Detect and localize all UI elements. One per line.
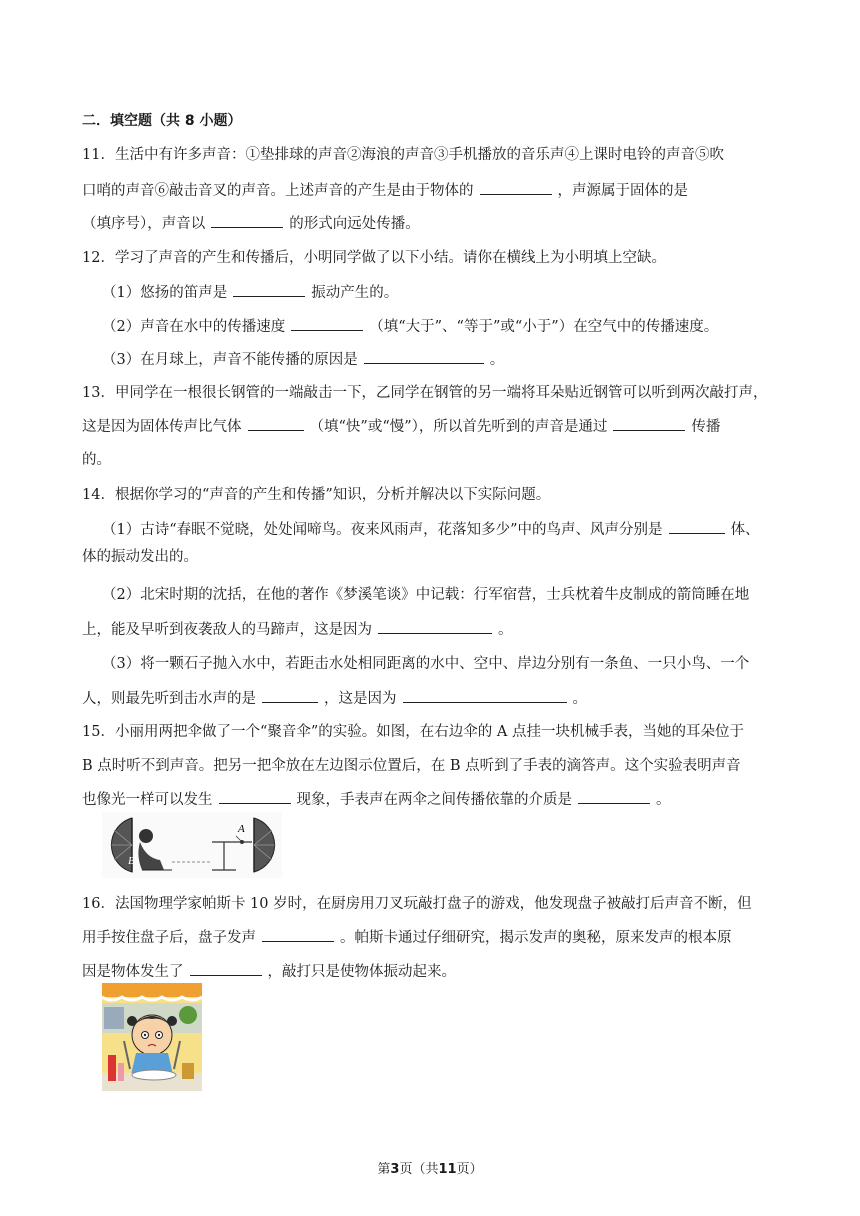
q14-text: 人，则最先听到击水声的是	[82, 691, 256, 707]
q16-line3	[82, 961, 780, 982]
answer-blank[interactable]	[190, 961, 262, 976]
answer-blank[interactable]	[219, 789, 291, 804]
footer-text: 页（共	[399, 1162, 439, 1177]
q16-text: 用手按住盘子后，盘子发声	[82, 930, 256, 946]
q13-text: 这是因为固体传声比气体	[82, 419, 242, 435]
umbrella-experiment-figure	[102, 812, 282, 878]
q13-line1: 13．甲同学在一根很长钢管的一端敲击一下，乙同学在钢管的另一端将耳朵贴近钢管可以听到两次敲打声，	[82, 385, 768, 401]
answer-blank[interactable]	[248, 416, 304, 431]
q14-text: ，这是因为	[324, 691, 397, 707]
q13-line3: 的。	[82, 452, 111, 468]
q11-text: ，声源属于固体的是	[557, 183, 688, 199]
answer-blank[interactable]	[669, 519, 725, 534]
q11-line1: 11．生活中有许多声音：①垫排球的声音②海浪的声音③手机播放的音乐声④上课时电铃的声音⑤吹	[82, 147, 724, 163]
q12-sub3	[102, 349, 780, 370]
answer-blank[interactable]	[613, 416, 685, 431]
q14-text: 体、	[730, 522, 760, 538]
q16-line1: 16．法国物理学家帕斯卡 10 岁时，在厨房用刀叉玩敲打盘子的游戏，他发现盘子被敲打后声音不断，但	[82, 896, 752, 912]
footer-text: 第	[377, 1162, 391, 1177]
q16-text: 因是物体发生了	[82, 964, 184, 980]
answer-blank[interactable]	[262, 688, 318, 703]
q15-line3	[82, 789, 780, 810]
q13-text: （填“快”或“慢”），所以首先听到的声音是通过	[309, 419, 608, 435]
q14-text: 。	[498, 622, 513, 638]
q11-line3	[82, 213, 780, 234]
q14-sub2-cont	[82, 619, 780, 640]
figure-label-a: A	[238, 823, 245, 835]
q14-sub3-cont	[82, 688, 780, 709]
answer-blank[interactable]	[233, 282, 305, 297]
q14-text: 。	[572, 691, 587, 707]
q14-sub1-cont: 体的振动发出的。	[82, 549, 198, 565]
q15-line1: 15．小丽用两把伞做了一个“聚音伞”的实验。如图，在右边伞的 A 点挂一块机械手表，当她的耳朵位于	[82, 724, 744, 740]
q15-line2: B 点时听不到声音。把另一把伞放在左边图示位置后，在 B 点听到了手表的滴答声。这个实验表明声音	[82, 758, 741, 774]
answer-blank[interactable]	[364, 349, 484, 364]
q12-line1: 12．学习了声音的产生和传播后，小明同学做了以下小结。请你在横线上为小明填上空缺。	[82, 250, 666, 266]
answer-blank[interactable]	[403, 688, 567, 703]
q14-sub3: （3）将一颗石子抛入水中，若距击水处相同距离的水中、空中、岸边分别有一条鱼、一只小鸟、一个	[102, 656, 750, 672]
q12-text: 。	[489, 352, 505, 368]
answer-blank[interactable]	[291, 316, 363, 331]
answer-blank[interactable]	[378, 619, 492, 634]
q12-text: （3）在月球上，声音不能传播的原因是	[102, 352, 358, 368]
q14-sub1	[102, 519, 780, 540]
q12-text: （2）声音在水中的传播速度	[102, 319, 286, 335]
total-pages: 11	[438, 1162, 457, 1177]
q16-text: ，敲打只是使物体振动起来。	[267, 964, 456, 980]
q14-line1: 14．根据你学习的“声音的产生和传播”知识，分析并解决以下实际问题。	[82, 487, 551, 503]
q12-text: （1）悠扬的笛声是	[102, 285, 228, 301]
q12-text: 振动产生的。	[311, 285, 399, 301]
q13-text: 传播	[691, 419, 721, 435]
answer-blank[interactable]	[262, 927, 334, 942]
page-footer	[0, 1158, 860, 1177]
q15-text: 。	[656, 792, 671, 808]
q12-sub1	[102, 282, 780, 303]
pascal-kitchen-illustration	[102, 983, 202, 1091]
q11-text: 的形式向远处传播。	[289, 216, 420, 232]
q14-text: （1）古诗“春眠不觉晓，处处闻啼鸟。夜来风雨声，花落知多少”中的鸟声、风声分别是	[102, 522, 663, 538]
q12-sub2	[102, 316, 780, 337]
q11-text: 口哨的声音⑥敲击音叉的声音。上述声音的产生是由于物体的	[82, 183, 474, 199]
footer-text: 页）	[456, 1162, 483, 1177]
q15-text: 也像光一样可以发生	[82, 792, 213, 808]
q16-line2	[82, 927, 780, 948]
answer-blank[interactable]	[578, 789, 650, 804]
answer-blank[interactable]	[211, 213, 283, 228]
q14-text: 上，能及早听到夜袭敌人的马蹄声，这是因为	[82, 622, 372, 638]
section-title: 二．填空题（共 8 小题）	[82, 113, 242, 129]
q14-sub2: （2）北宋时期的沈括，在他的著作《梦溪笔谈》中记载：行军宿营，士兵枕着牛皮制成的箭筒睡在地	[102, 587, 750, 603]
q16-text: 。帕斯卡通过仔细研究，揭示发声的奥秘，原来发声的根本原	[340, 930, 732, 946]
q11-text: （填序号），声音以	[82, 216, 206, 232]
answer-blank[interactable]	[480, 180, 552, 195]
q11-line2	[82, 180, 780, 201]
current-page-number: 3	[390, 1162, 400, 1177]
figure-label-b: B	[128, 855, 135, 867]
q13-line2	[82, 416, 780, 437]
q12-text: （填“大于”、“等于”或“小于”）在空气中的传播速度。	[369, 319, 719, 335]
q15-text: 现象，手表声在两伞之间传播依靠的介质是	[296, 792, 572, 808]
